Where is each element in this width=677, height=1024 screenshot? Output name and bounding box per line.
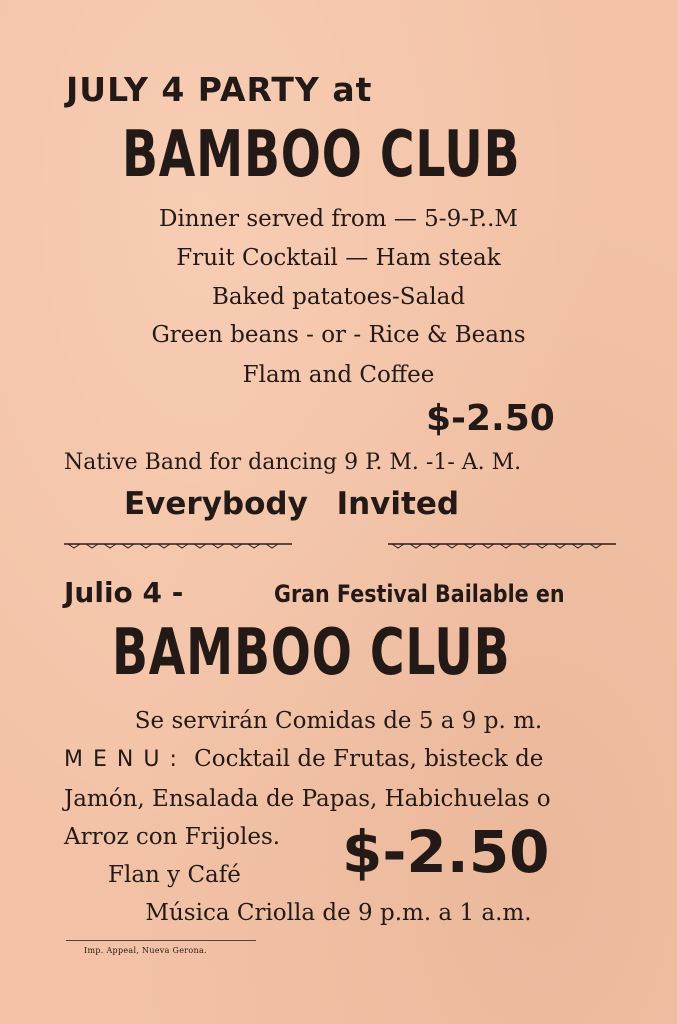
spanish-club-name: BAMBOO CLUB — [112, 616, 511, 690]
spanish-menu-line: Flan y Café — [108, 862, 241, 888]
english-band-line: Native Band for dancing 9 P. M. -1- A. M. — [64, 450, 522, 475]
english-heading: JULY 4 PARTY at — [66, 70, 373, 109]
spanish-price: $-2.50 — [342, 818, 550, 886]
spanish-music-line: Música Criolla de 9 p.m. a 1 a.m. — [145, 900, 532, 926]
spanish-heading-event: Gran Festival Bailable en — [274, 580, 565, 608]
ornamental-divider-left — [64, 542, 292, 550]
english-menu-line: Dinner served from — 5-9-P..M — [159, 206, 518, 232]
printer-imprint: Imp. Appeal, Nueva Gerona. — [84, 946, 207, 955]
spanish-serving-line: Se servirán Comidas de 5 a 9 p. m. — [134, 708, 543, 734]
english-club-name: BAMBOO CLUB — [122, 118, 521, 192]
english-menu-line: Flam and Coffee — [242, 362, 435, 388]
ornamental-divider-right — [388, 542, 616, 550]
english-menu-line: Baked patatoes-Salad — [211, 284, 466, 310]
english-invite: Everybody Invited — [124, 486, 460, 522]
english-menu-line: Fruit Cocktail — Ham steak — [176, 245, 501, 271]
spanish-menu-line: Arroz con Frijoles. — [64, 824, 281, 850]
spanish-menu-line: Jamón, Ensalada de Papas, Habichuelas o — [64, 786, 551, 812]
spanish-menu-label: MENU: — [64, 747, 187, 772]
spanish-menu-row — [64, 746, 543, 772]
footer-rule — [66, 940, 256, 941]
spanish-heading-date: Julio 4 - — [64, 576, 184, 609]
spanish-menu-line: Cocktail de Frutas, bisteck de — [194, 746, 544, 772]
english-price: $-2.50 — [426, 398, 555, 439]
english-menu-line: Green beans - or - Rice & Beans — [151, 322, 526, 348]
